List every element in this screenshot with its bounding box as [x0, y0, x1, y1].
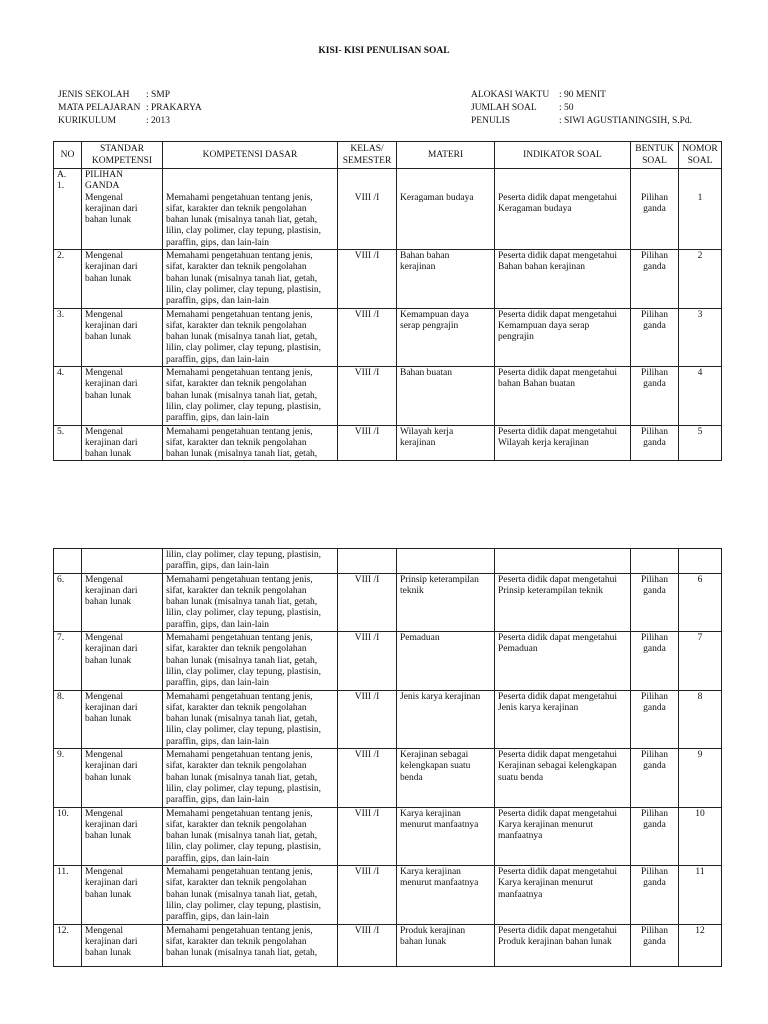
- header-kompetensi-dasar: KOMPETENSI DASAR: [163, 142, 338, 169]
- meta-row-penulis: [471, 115, 692, 128]
- cell-kelas-semester: VIII /I: [338, 367, 397, 425]
- table-body: [54, 549, 722, 967]
- meta-row-alokasi-waktu: [471, 89, 692, 102]
- table-row: [54, 632, 722, 690]
- cell-indikator-soal: Peserta didik dapat mengetahui Karya kerajinan menurut manfaatnya: [495, 866, 631, 924]
- cell-no: 8.: [54, 690, 82, 748]
- cell-kompetensi-dasar: Memahami pengetahuan tentang jenis, sifat, karakter dan teknik pengolahan bahan lunak (misalnya tanah liat, getah, lilin, clay polimer, clay tepung, plastisin, paraffin, gips, dan lain-lain: [163, 308, 338, 366]
- cell-standar-kompetensi: Mengenal kerajinan dari bahan lunak: [82, 425, 163, 461]
- cell-indikator-soal: Peserta didik dapat mengetahui Bahan bahan kerajinan: [495, 250, 631, 308]
- cell-bentuk-soal: Pilihan ganda: [631, 924, 679, 966]
- cell-no: 5.: [54, 425, 82, 461]
- meta-row-kurikulum: [58, 115, 202, 128]
- cell-kompetensi-dasar: Memahami pengetahuan tentang jenis, sifat, karakter dan teknik pengolahan bahan lunak (misalnya tanah liat, getah, lilin, clay polimer, clay tepung, plastisin, paraffin, gips, dan lain-lain: [163, 690, 338, 748]
- cell-indikator-soal: Peserta didik dapat mengetahui Kemampuan daya serap pengrajin: [495, 308, 631, 366]
- cell-kompetensi-dasar: Memahami pengetahuan tentang jenis, sifat, karakter dan teknik pengolahan bahan lunak (misalnya tanah liat, getah, lilin, clay polimer, clay tepung, plastisin, paraffin, gips, dan lain-lain: [163, 866, 338, 924]
- table-body: [54, 169, 722, 461]
- cell-standar-kompetensi: Mengenal kerajinan dari bahan lunak: [82, 367, 163, 425]
- cell-materi: Keragaman budaya: [397, 169, 495, 250]
- meta-key: KURIKULUM: [58, 116, 117, 126]
- cell-bentuk-soal: Pilihan ganda: [631, 308, 679, 366]
- meta-key: ALOKASI WAKTU: [471, 90, 550, 100]
- cell-standar-kompetensi: Mengenal kerajinan dari bahan lunak: [82, 866, 163, 924]
- meta-left: [58, 89, 202, 128]
- meta-row-jumlah-soal: [471, 102, 692, 115]
- cell-kelas-semester: VIII /I: [338, 308, 397, 366]
- meta-key: JENIS SEKOLAH: [58, 90, 130, 100]
- cell-materi: Kemampuan daya serap pengrajin: [397, 308, 495, 366]
- cell-indikator-soal: [495, 549, 631, 574]
- cell-nomor-soal: 9: [679, 749, 722, 807]
- cell-kompetensi-dasar: Memahami pengetahuan tentang jenis, sifat, karakter dan teknik pengolahan bahan lunak (misalnya tanah liat, getah, lilin, clay polimer, clay tepung, plastisin, paraffin, gips, dan lain-lain: [163, 169, 338, 250]
- cell-kompetensi-dasar: Memahami pengetahuan tentang jenis, sifat, karakter dan teknik pengolahan bahan lunak (misalnya tanah liat, getah, lilin, clay polimer, clay tepung, plastisin, paraffin, gips, dan lain-lain: [163, 749, 338, 807]
- cell-kelas-semester: VIII /I: [338, 924, 397, 966]
- cell-materi: Prinsip keterampilan teknik: [397, 573, 495, 631]
- meta-value: : PRAKARYA: [146, 103, 202, 113]
- cell-kompetensi-dasar: Memahami pengetahuan tentang jenis, sifat, karakter dan teknik pengolahan bahan lunak (misalnya tanah liat, getah, lilin, clay polimer, clay tepung, plastisin, paraffin, gips, dan lain-lain: [163, 573, 338, 631]
- cell-bentuk-soal: Pilihan ganda: [631, 632, 679, 690]
- cell-materi: Kerajinan sebagai kelengkapan suatu benda: [397, 749, 495, 807]
- cell-bentuk-soal: Pilihan ganda: [631, 749, 679, 807]
- cell-no: [54, 549, 82, 574]
- cell-bentuk-soal: Pilihan ganda: [631, 250, 679, 308]
- kisi-table-page-1: [53, 141, 722, 461]
- cell-materi: Bahan buatan: [397, 367, 495, 425]
- meta-key: MATA PELAJARAN: [58, 103, 141, 113]
- cell-kompetensi-dasar: Memahami pengetahuan tentang jenis, sifat, karakter dan teknik pengolahan bahan lunak (misalnya tanah liat, getah, lilin, clay polimer, clay tepung, plastisin, paraffin, gips, dan lain-lain: [163, 807, 338, 865]
- cell-bentuk-soal: Pilihan ganda: [631, 690, 679, 748]
- cell-materi: Bahan bahan kerajinan: [397, 250, 495, 308]
- cell-nomor-soal: 7: [679, 632, 722, 690]
- cell-standar-kompetensi: Mengenal kerajinan dari bahan lunak: [82, 632, 163, 690]
- table-row: [54, 425, 722, 461]
- cell-bentuk-soal: Pilihan ganda: [631, 367, 679, 425]
- header-indikator-soal: INDIKATOR SOAL: [495, 142, 631, 169]
- header-bentuk-soal: BENTUK SOAL: [631, 142, 679, 169]
- meta-value: : 50: [559, 103, 574, 113]
- cell-no: 4.: [54, 367, 82, 425]
- cell-bentuk-soal: Pilihan ganda: [631, 573, 679, 631]
- table-row: [54, 573, 722, 631]
- table-row: [54, 250, 722, 308]
- cell-standar-kompetensi: Mengenal kerajinan dari bahan lunak: [82, 749, 163, 807]
- cell-kelas-semester: [338, 549, 397, 574]
- table-row: [54, 690, 722, 748]
- cell-materi: Karya kerajinan menurut manfaatnya: [397, 807, 495, 865]
- cell-no: 11.: [54, 866, 82, 924]
- cell-kelas-semester: VIII /I: [338, 169, 397, 250]
- cell-kelas-semester: VIII /I: [338, 425, 397, 461]
- cell-materi: Jenis karya kerajinan: [397, 690, 495, 748]
- cell-kompetensi-dasar: Memahami pengetahuan tentang jenis, sifat, karakter dan teknik pengolahan bahan lunak (misalnya tanah liat, getah,: [163, 924, 338, 966]
- cell-bentuk-soal: Pilihan ganda: [631, 425, 679, 461]
- cell-indikator-soal: Peserta didik dapat mengetahui Keragaman budaya: [495, 169, 631, 250]
- cell-nomor-soal: 1: [679, 169, 722, 250]
- cell-indikator-soal: Peserta didik dapat mengetahui Prinsip keterampilan teknik: [495, 573, 631, 631]
- meta-right: [471, 89, 692, 128]
- meta-value: : SMP: [146, 90, 171, 100]
- cell-nomor-soal: 2: [679, 250, 722, 308]
- cell-materi: [397, 549, 495, 574]
- cell-indikator-soal: Peserta didik dapat mengetahui Jenis karya kerajinan: [495, 690, 631, 748]
- cell-indikator-soal: Peserta didik dapat mengetahui Produk kerajinan bahan lunak: [495, 924, 631, 966]
- cell-materi: Wilayah kerja kerajinan: [397, 425, 495, 461]
- cell-no: 6.: [54, 573, 82, 631]
- cell-indikator-soal: Peserta didik dapat mengetahui Karya kerajinan menurut manfaatnya: [495, 807, 631, 865]
- cell-no: 3.: [54, 308, 82, 366]
- meta-key: JUMLAH SOAL: [471, 103, 537, 113]
- cell-kelas-semester: VIII /I: [338, 690, 397, 748]
- cell-standar-kompetensi: Mengenal kerajinan dari bahan lunak: [82, 807, 163, 865]
- header-standar-kompetensi: STANDAR KOMPETENSI: [82, 142, 163, 169]
- cell-bentuk-soal: Pilihan ganda: [631, 169, 679, 250]
- header-nomor-soal: NOMOR SOAL: [679, 142, 722, 169]
- table-row: [54, 807, 722, 865]
- meta-row-jenis-sekolah: [58, 89, 202, 102]
- cell-standar-kompetensi: Mengenal kerajinan dari bahan lunak: [82, 924, 163, 966]
- cell-kelas-semester: VIII /I: [338, 866, 397, 924]
- cell-no: 12.: [54, 924, 82, 966]
- cell-kelas-semester: VIII /I: [338, 573, 397, 631]
- table-row: [54, 549, 722, 574]
- cell-no: 10.: [54, 807, 82, 865]
- kisi-table-page-2: [53, 548, 722, 967]
- cell-indikator-soal: Peserta didik dapat mengetahui Wilayah kerja kerajinan: [495, 425, 631, 461]
- cell-nomor-soal: [679, 549, 722, 574]
- meta-row-mata-pelajaran: [58, 102, 202, 115]
- cell-nomor-soal: 6: [679, 573, 722, 631]
- header-materi: MATERI: [397, 142, 495, 169]
- cell-indikator-soal: Peserta didik dapat mengetahui Kerajinan sebagai kelengkapan suatu benda: [495, 749, 631, 807]
- table-row: [54, 866, 722, 924]
- cell-kompetensi-dasar: Memahami pengetahuan tentang jenis, sifat, karakter dan teknik pengolahan bahan lunak (misalnya tanah liat, getah, lilin, clay polimer, clay tepung, plastisin, paraffin, gips, dan lain-lain: [163, 632, 338, 690]
- table-row: [54, 169, 722, 250]
- table-row: [54, 924, 722, 966]
- cell-standar-kompetensi: Mengenal kerajinan dari bahan lunak: [82, 308, 163, 366]
- meta-value: : 90 MENIT: [559, 90, 606, 100]
- cell-materi: Produk kerajinan bahan lunak: [397, 924, 495, 966]
- meta-value: : 2013: [146, 116, 171, 126]
- cell-kompetensi-dasar: Memahami pengetahuan tentang jenis, sifat, karakter dan teknik pengolahan bahan lunak (misalnya tanah liat, getah, lilin, clay polimer, clay tepung, plastisin, paraffin, gips, dan lain-lain: [163, 250, 338, 308]
- meta-value: : SIWI AGUSTIANINGSIH, S.Pd.: [559, 116, 693, 126]
- cell-no: 2.: [54, 250, 82, 308]
- table-row: [54, 367, 722, 425]
- table-header-row: [54, 142, 722, 169]
- cell-standar-kompetensi: [82, 549, 163, 574]
- cell-kelas-semester: VIII /I: [338, 632, 397, 690]
- cell-standar-kompetensi: Mengenal kerajinan dari bahan lunak: [82, 690, 163, 748]
- cell-indikator-soal: Peserta didik dapat mengetahui bahan Bahan buatan: [495, 367, 631, 425]
- document-title: KISI- KISI PENULISAN SOAL: [318, 46, 450, 56]
- cell-kompetensi-dasar: lilin, clay polimer, clay tepung, plastisin, paraffin, gips, dan lain-lain: [163, 549, 338, 574]
- meta-key: PENULIS: [471, 116, 511, 126]
- cell-no: A. 1.: [54, 169, 82, 250]
- cell-no: 9.: [54, 749, 82, 807]
- cell-kompetensi-dasar: Memahami pengetahuan tentang jenis, sifat, karakter dan teknik pengolahan bahan lunak (misalnya tanah liat, getah, lilin, clay polimer, clay tepung, plastisin, paraffin, gips, dan lain-lain: [163, 367, 338, 425]
- cell-bentuk-soal: Pilihan ganda: [631, 807, 679, 865]
- cell-bentuk-soal: [631, 549, 679, 574]
- cell-nomor-soal: 3: [679, 308, 722, 366]
- cell-standar-kompetensi: Mengenal kerajinan dari bahan lunak: [82, 573, 163, 631]
- cell-standar-kompetensi: PILIHAN GANDA Mengenal kerajinan dari bahan lunak: [82, 169, 163, 250]
- header-kelas-semester: KELAS/ SEMESTER: [338, 142, 397, 169]
- cell-no: 7.: [54, 632, 82, 690]
- cell-indikator-soal: Peserta didik dapat mengetahui Pemaduan: [495, 632, 631, 690]
- cell-bentuk-soal: Pilihan ganda: [631, 866, 679, 924]
- table-row: [54, 749, 722, 807]
- cell-kompetensi-dasar: Memahami pengetahuan tentang jenis, sifat, karakter dan teknik pengolahan bahan lunak (misalnya tanah liat, getah,: [163, 425, 338, 461]
- cell-kelas-semester: VIII /I: [338, 749, 397, 807]
- cell-nomor-soal: 11: [679, 866, 722, 924]
- cell-nomor-soal: 4: [679, 367, 722, 425]
- cell-nomor-soal: 5: [679, 425, 722, 461]
- cell-kelas-semester: VIII /I: [338, 807, 397, 865]
- cell-materi: Pemaduan: [397, 632, 495, 690]
- cell-materi: Karya kerajinan menurut manfaatnya: [397, 866, 495, 924]
- table-row: [54, 308, 722, 366]
- cell-nomor-soal: 8: [679, 690, 722, 748]
- header-no: NO: [54, 142, 82, 169]
- cell-nomor-soal: 12: [679, 924, 722, 966]
- cell-kelas-semester: VIII /I: [338, 250, 397, 308]
- cell-standar-kompetensi: Mengenal kerajinan dari bahan lunak: [82, 250, 163, 308]
- cell-nomor-soal: 10: [679, 807, 722, 865]
